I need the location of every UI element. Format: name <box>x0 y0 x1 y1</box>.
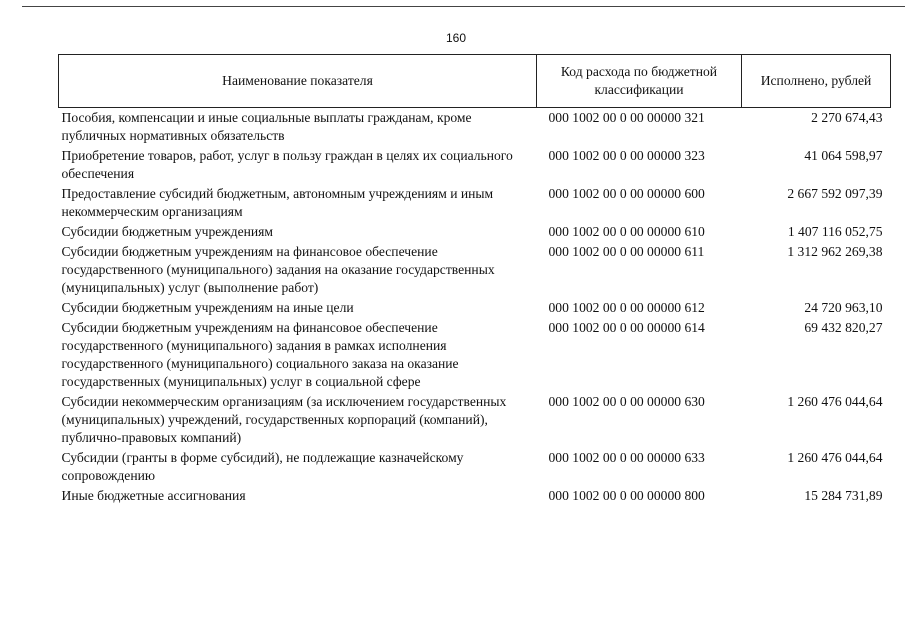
row-amount: 1 312 962 269,38 <box>787 244 883 259</box>
header-code: Код расхода по бюджетной классификации <box>537 55 742 108</box>
top-rule <box>22 6 905 7</box>
table-row <box>59 242 891 298</box>
row-code: 000 1002 00 0 00 00000 612 <box>548 300 705 315</box>
row-name: Иные бюджетные ассигнования <box>61 488 246 503</box>
row-name: Субсидии бюджетным учреждениям <box>61 224 274 239</box>
row-amount: 2 667 592 097,39 <box>787 186 883 201</box>
row-name: Субсидии бюджетным учреждениям на финансовое обеспечение государственного (муниципального) задания на оказание государственных (муниципальных) услуг (выполнение работ) <box>61 244 495 295</box>
row-amount: 2 270 674,43 <box>811 110 883 125</box>
row-code: 000 1002 00 0 00 00000 614 <box>548 320 705 335</box>
row-amount: 1 260 476 044,64 <box>787 450 883 465</box>
table-row <box>59 486 891 506</box>
table-header <box>59 55 891 108</box>
table-row <box>59 146 891 184</box>
header-amount: Исполнено, рублей <box>742 55 891 108</box>
row-name: Субсидии (гранты в форме субсидий), не подлежащие казначейскому сопровождению <box>61 450 464 483</box>
table-row <box>59 298 891 318</box>
row-name: Субсидии бюджетным учреждениям на финансовое обеспечение государственного (муниципального) задания в рамках исполнения государственного (муниципального) социального заказа на оказание государственных (муниципальных) услуг в социальной сфере <box>61 320 459 389</box>
table-row <box>59 108 891 147</box>
table-row <box>59 392 891 448</box>
table-row <box>59 448 891 486</box>
row-amount: 24 720 963,10 <box>804 300 883 315</box>
row-amount: 15 284 731,89 <box>804 488 883 503</box>
row-code: 000 1002 00 0 00 00000 600 <box>548 186 705 201</box>
row-amount: 1 407 116 052,75 <box>787 224 883 239</box>
row-code: 000 1002 00 0 00 00000 800 <box>548 488 705 503</box>
budget-execution-table <box>58 54 891 506</box>
row-amount: 1 260 476 044,64 <box>787 394 883 409</box>
row-code: 000 1002 00 0 00 00000 611 <box>548 244 705 259</box>
row-code: 000 1002 00 0 00 00000 630 <box>548 394 705 409</box>
row-name: Пособия, компенсации и иные социальные выплаты гражданам, кроме публичных нормативных обязательств <box>61 110 472 143</box>
row-code: 000 1002 00 0 00 00000 323 <box>548 148 705 163</box>
table-row <box>59 222 891 242</box>
row-code: 000 1002 00 0 00 00000 321 <box>548 110 705 125</box>
row-name: Субсидии некоммерческим организациям (за исключением государственных (муниципальных) учреждений, государственных корпораций (компаний), публично-правовых компаний) <box>61 394 507 445</box>
row-code: 000 1002 00 0 00 00000 610 <box>548 224 705 239</box>
row-code: 000 1002 00 0 00 00000 633 <box>548 450 705 465</box>
table-row <box>59 184 891 222</box>
table-row <box>59 318 891 392</box>
row-name: Субсидии бюджетным учреждениям на иные цели <box>61 300 354 315</box>
row-name: Приобретение товаров, работ, услуг в пользу граждан в целях их социального обеспечения <box>61 148 513 181</box>
row-amount: 69 432 820,27 <box>804 320 883 335</box>
row-amount: 41 064 598,97 <box>804 148 883 163</box>
row-name: Предоставление субсидий бюджетным, автономным учреждениям и иным некоммерческим организациям <box>61 186 494 219</box>
page-number: 160 <box>445 31 467 45</box>
header-name: Наименование показателя <box>59 55 537 108</box>
